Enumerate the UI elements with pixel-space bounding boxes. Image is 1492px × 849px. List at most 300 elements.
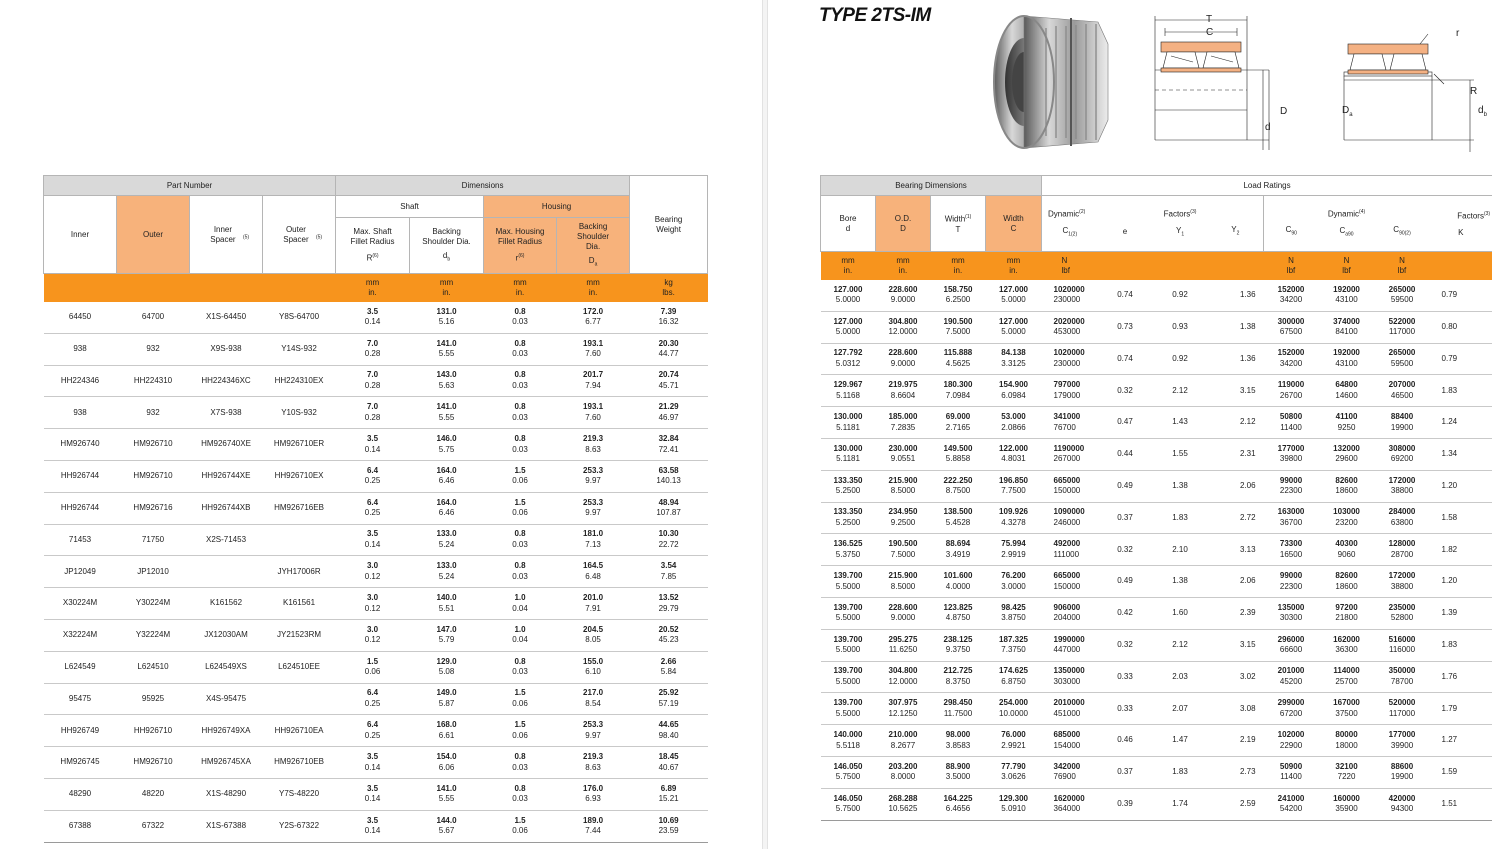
ca90-header: Dynamic$^{(4)}$ $C_{a90}$	[1319, 196, 1375, 252]
outer-header: Outer	[117, 196, 190, 274]
table-cell: 129.0 5.08	[410, 651, 484, 683]
table-cell: 1.59	[1430, 756, 1492, 788]
table-cell: 172000 38800	[1375, 566, 1430, 598]
table-cell: 210.000 8.2677	[876, 725, 931, 757]
table-cell: 1.36	[1208, 343, 1264, 375]
table-cell: 253.3 9.97	[557, 715, 630, 747]
table-cell: 172000 38800	[1375, 470, 1430, 502]
table-row	[44, 333, 708, 365]
table-cell: HM926745XA	[190, 747, 263, 779]
table-cell: 1.5 0.06	[484, 810, 557, 842]
table-cell: 420000 94300	[1375, 788, 1430, 820]
table-cell: 1.34	[1430, 438, 1492, 470]
table-cell: 127.792 5.0312	[821, 343, 876, 375]
table-cell: 296000 66600	[1264, 629, 1319, 661]
table-cell: 144.0 5.67	[410, 810, 484, 842]
table-cell: 2.12	[1153, 629, 1208, 661]
table-cell: 1.0 0.04	[484, 588, 557, 620]
table-cell: 143.0 5.63	[410, 365, 484, 397]
table-cell: 342000 76900	[1042, 756, 1098, 788]
diagram-label-c: C	[1206, 27, 1214, 38]
table-cell: 164.0 6.46	[410, 492, 484, 524]
table-cell: 0.92	[1153, 343, 1208, 375]
table-cell: 1020000 230000	[1042, 280, 1098, 312]
table-cell: 1.5 0.06	[484, 715, 557, 747]
table-cell: 88.694 3.4919	[931, 534, 986, 566]
part-dimensions-table	[43, 175, 708, 843]
table-cell: 3.15	[1208, 629, 1264, 661]
table-cell: 0.8 0.03	[484, 365, 557, 397]
table-cell: 133.0 5.24	[410, 556, 484, 588]
table-cell: 71750	[117, 524, 190, 556]
table-cell: X1S-64450	[190, 302, 263, 334]
table-cell: 88.900 3.5000	[931, 756, 986, 788]
table-cell: 130.000 5.1181	[821, 407, 876, 439]
outer-spacer-header: Outer Spacer $^{(5)}$	[263, 196, 336, 274]
table-cell: 215.900 8.5000	[876, 470, 931, 502]
table-cell: 3.5 0.14	[336, 302, 410, 334]
table-cell: 1.36	[1208, 280, 1264, 312]
table-cell: HH926749	[44, 715, 117, 747]
table-cell: 2.73	[1208, 756, 1264, 788]
table-cell: 1.83	[1153, 502, 1208, 534]
table-cell: 99000 22300	[1264, 566, 1319, 598]
table-cell: 119000 26700	[1264, 375, 1319, 407]
table-cell: 1.38	[1153, 566, 1208, 598]
table-cell: 128000 28700	[1375, 534, 1430, 566]
table-row	[821, 661, 1492, 693]
table-cell: 98.000 3.8583	[931, 725, 986, 757]
table-cell: 193.1 7.60	[557, 397, 630, 429]
table-cell: 101.600 4.0000	[931, 566, 986, 598]
table-cell: 906000 204000	[1042, 597, 1098, 629]
table-cell: Y2S-67322	[263, 810, 336, 842]
table-cell: HH926710EX	[263, 460, 336, 492]
table-cell: 172.0 6.77	[557, 302, 630, 334]
table-cell: 0.39	[1098, 788, 1153, 820]
table-cell: 234.950 9.2500	[876, 502, 931, 534]
table-cell: 253.3 9.97	[557, 492, 630, 524]
table-cell: 3.5 0.14	[336, 810, 410, 842]
y2-header: $Y_2$	[1208, 196, 1264, 252]
table-cell: 265000 59500	[1375, 280, 1430, 312]
table-cell: 0.8 0.03	[484, 651, 557, 683]
right-units-row: mm in. mm in. mm in. mm in. N lbf N lbf N lbf N lbf	[821, 252, 1492, 280]
table-cell: 154.0 6.06	[410, 747, 484, 779]
table-cell: 1.58	[1430, 502, 1492, 534]
table-cell: 140.0 5.51	[410, 588, 484, 620]
table-cell: 307.975 12.1250	[876, 693, 931, 725]
table-cell: 114000 25700	[1319, 661, 1375, 693]
bearing-weight-header: Bearing Weight	[630, 176, 708, 274]
table-cell: HM926710ER	[263, 429, 336, 461]
table-row	[44, 556, 708, 588]
table-row	[821, 756, 1492, 788]
table-cell: 141.0 5.55	[410, 397, 484, 429]
table-cell: 374000 84100	[1319, 311, 1375, 343]
table-cell: 131.0 5.16	[410, 302, 484, 334]
od-header: O.D. D	[876, 196, 931, 252]
table-cell: 25.92 57.19	[630, 683, 708, 715]
table-cell: 797000 179000	[1042, 375, 1098, 407]
table-cell: 138.500 5.4528	[931, 502, 986, 534]
table-cell: L624549XS	[190, 651, 263, 683]
table-cell: 938	[44, 333, 117, 365]
table-cell: X9S-938	[190, 333, 263, 365]
table-row	[821, 470, 1492, 502]
table-cell: Y32224M	[117, 619, 190, 651]
table-cell: Y10S-932	[263, 397, 336, 429]
table-cell: 520000 117000	[1375, 693, 1430, 725]
table-row	[821, 343, 1492, 375]
page-title: TYPE 2TS-IM	[819, 5, 931, 26]
table-row	[44, 492, 708, 524]
table-row	[821, 534, 1492, 566]
table-cell: 268.288 10.5625	[876, 788, 931, 820]
table-cell: 133.0 5.24	[410, 524, 484, 556]
table-cell: 3.5 0.14	[336, 524, 410, 556]
table-cell: 3.5 0.14	[336, 429, 410, 461]
table-cell: 192000 43100	[1319, 343, 1375, 375]
right-page	[768, 0, 1492, 849]
table-cell: 201000 45200	[1264, 661, 1319, 693]
table-cell: 48290	[44, 778, 117, 810]
table-cell: 201.0 7.91	[557, 588, 630, 620]
table-cell	[263, 524, 336, 556]
table-cell: 135000 30300	[1264, 597, 1319, 629]
max-shaft-fillet-header: Max. Shaft Fillet Radius $R^{(6)}$	[336, 218, 410, 274]
table-cell: JYH17006R	[263, 556, 336, 588]
table-cell: 207000 46500	[1375, 375, 1430, 407]
table-cell: 304.800 12.0000	[876, 311, 931, 343]
table-cell: 2.19	[1208, 725, 1264, 757]
table-cell: 217.0 8.54	[557, 683, 630, 715]
table-row	[44, 460, 708, 492]
table-cell: 73300 16500	[1264, 534, 1319, 566]
table-cell: 190.500 7.5000	[931, 311, 986, 343]
bearing-cross-section-diagram-icon	[1151, 10, 1297, 160]
table-cell: 685000 154000	[1042, 725, 1098, 757]
table-row	[44, 778, 708, 810]
table-cell: 0.8 0.03	[484, 556, 557, 588]
table-cell: 2.12	[1208, 407, 1264, 439]
table-cell: 18.45 40.67	[630, 747, 708, 779]
table-cell: 64800 14600	[1319, 375, 1375, 407]
c0-header: $C_{90(2)}$	[1375, 196, 1430, 252]
table-cell: HH224310	[117, 365, 190, 397]
part-number-header: Part Number	[44, 176, 336, 196]
table-cell: 10.30 22.72	[630, 524, 708, 556]
table-cell: 6.89 15.21	[630, 778, 708, 810]
table-cell: 2.66 5.84	[630, 651, 708, 683]
table-cell: 193.1 7.60	[557, 333, 630, 365]
table-cell: HH926744	[44, 460, 117, 492]
table-cell: HH926710	[117, 715, 190, 747]
table-cell: 7.0 0.28	[336, 397, 410, 429]
width-t-header: Width$^{(1)}$ T	[931, 196, 986, 252]
c90-header: $C_{90}$	[1264, 196, 1319, 252]
table-cell: 2.06	[1208, 566, 1264, 598]
table-cell: 0.37	[1098, 502, 1153, 534]
table-cell: 0.32	[1098, 629, 1153, 661]
table-cell: 2.59	[1208, 788, 1264, 820]
table-row	[44, 651, 708, 683]
table-cell: 20.52 45.23	[630, 619, 708, 651]
table-cell: 177000 39800	[1264, 438, 1319, 470]
left-table-body	[44, 302, 708, 843]
table-cell: 2.07	[1153, 693, 1208, 725]
table-cell: 103000 23200	[1319, 502, 1375, 534]
table-cell: 82600 18600	[1319, 566, 1375, 598]
table-cell: 0.8 0.03	[484, 333, 557, 365]
table-cell: 6.4 0.25	[336, 492, 410, 524]
table-cell: HH224346XC	[190, 365, 263, 397]
table-cell: 132000 29600	[1319, 438, 1375, 470]
table-cell: HH224346	[44, 365, 117, 397]
table-cell: HM926740XE	[190, 429, 263, 461]
table-cell: 1.0 0.04	[484, 619, 557, 651]
table-cell: HH926744	[44, 492, 117, 524]
table-cell: 0.74	[1098, 280, 1153, 312]
table-cell: HH926710EA	[263, 715, 336, 747]
table-cell: 141.0 5.55	[410, 778, 484, 810]
table-row	[821, 502, 1492, 534]
table-cell: 1.5 0.06	[484, 460, 557, 492]
table-cell: L624510EE	[263, 651, 336, 683]
table-row	[821, 725, 1492, 757]
table-cell: L624510	[117, 651, 190, 683]
table-cell: 522000 117000	[1375, 311, 1430, 343]
table-cell: 192000 43100	[1319, 280, 1375, 312]
table-cell	[190, 556, 263, 588]
table-cell: 164.0 6.46	[410, 460, 484, 492]
bearing-illustration-icon	[986, 4, 1114, 156]
housing-header: Housing	[484, 196, 630, 218]
table-row	[44, 810, 708, 842]
table-cell: 115.888 4.5625	[931, 343, 986, 375]
table-cell: 219.3 8.63	[557, 429, 630, 461]
table-cell: 149.0 5.87	[410, 683, 484, 715]
table-cell: 0.49	[1098, 470, 1153, 502]
table-cell: 146.0 5.75	[410, 429, 484, 461]
table-cell: 50800 11400	[1264, 407, 1319, 439]
table-cell: 13.52 29.79	[630, 588, 708, 620]
table-cell: 6.4 0.25	[336, 683, 410, 715]
table-cell: 140.000 5.5118	[821, 725, 876, 757]
table-cell: 665000 150000	[1042, 566, 1098, 598]
table-cell: 0.37	[1098, 756, 1153, 788]
table-cell: 0.93	[1153, 311, 1208, 343]
table-cell: Y30224M	[117, 588, 190, 620]
table-cell: 228.600 9.0000	[876, 343, 931, 375]
table-cell: 177000 39900	[1375, 725, 1430, 757]
table-cell: 2.39	[1208, 597, 1264, 629]
table-cell: 492000 111000	[1042, 534, 1098, 566]
table-cell: 2.31	[1208, 438, 1264, 470]
table-row	[44, 365, 708, 397]
table-cell: 152000 34200	[1264, 343, 1319, 375]
table-cell: 228.600 9.0000	[876, 597, 931, 629]
table-row	[821, 629, 1492, 661]
table-cell: 176.0 6.93	[557, 778, 630, 810]
table-cell: 341000 76700	[1042, 407, 1098, 439]
table-cell: JX12030AM	[190, 619, 263, 651]
table-cell	[263, 683, 336, 715]
table-cell: 154.900 6.0984	[986, 375, 1042, 407]
table-cell: 146.050 5.7500	[821, 788, 876, 820]
table-cell: 0.8 0.03	[484, 778, 557, 810]
table-cell: 88600 19900	[1375, 756, 1430, 788]
table-cell: 10.69 23.59	[630, 810, 708, 842]
table-cell: 139.700 5.5000	[821, 661, 876, 693]
table-cell: 139.700 5.5000	[821, 629, 876, 661]
table-cell: 2.03	[1153, 661, 1208, 693]
table-cell: 3.54 7.85	[630, 556, 708, 588]
table-cell: 88400 19900	[1375, 407, 1430, 439]
table-cell: 129.300 5.0910	[986, 788, 1042, 820]
table-cell: 0.46	[1098, 725, 1153, 757]
table-cell: 102000 22900	[1264, 725, 1319, 757]
table-cell: 189.0 7.44	[557, 810, 630, 842]
table-cell: 139.700 5.5000	[821, 597, 876, 629]
table-row	[821, 311, 1492, 343]
table-cell: 201.7 7.94	[557, 365, 630, 397]
table-cell: 2.72	[1208, 502, 1264, 534]
table-cell: 7.0 0.28	[336, 333, 410, 365]
table-cell: 174.625 6.8750	[986, 661, 1042, 693]
table-cell: 181.0 7.13	[557, 524, 630, 556]
table-cell: 146.050 5.7500	[821, 756, 876, 788]
e-header: e	[1098, 196, 1153, 252]
table-row	[44, 429, 708, 461]
table-cell: 1.39	[1430, 597, 1492, 629]
table-row	[44, 524, 708, 556]
table-cell: 21.29 46.97	[630, 397, 708, 429]
table-cell: 130.000 5.1181	[821, 438, 876, 470]
table-cell: 127.000 5.0000	[821, 311, 876, 343]
table-cell: 141.0 5.55	[410, 333, 484, 365]
table-cell: 129.967 5.1168	[821, 375, 876, 407]
inner-spacer-header: Inner Spacer $^{(5)}$	[190, 196, 263, 274]
table-cell: 50900 11400	[1264, 756, 1319, 788]
table-cell: 1.27	[1430, 725, 1492, 757]
units-row: mm in. mm in. mm in. mm in. kg lbs.	[44, 274, 708, 302]
table-cell: 3.5 0.14	[336, 778, 410, 810]
table-cell: 32.84 72.41	[630, 429, 708, 461]
table-cell: 219.3 8.63	[557, 747, 630, 779]
table-cell: 147.0 5.79	[410, 619, 484, 651]
table-cell: 253.3 9.97	[557, 460, 630, 492]
table-cell: HM926710	[117, 429, 190, 461]
table-cell: 139.700 5.5000	[821, 693, 876, 725]
max-housing-fillet-header: Max. Housing Fillet Radius $r^{(6)}$	[484, 218, 557, 274]
table-cell: X1S-48290	[190, 778, 263, 810]
table-cell: 1.83	[1153, 756, 1208, 788]
table-cell: 228.600 9.0000	[876, 280, 931, 312]
table-cell: 64700	[117, 302, 190, 334]
table-cell: 69.000 2.7165	[931, 407, 986, 439]
table-cell: 53.000 2.0866	[986, 407, 1042, 439]
table-cell: 1.38	[1153, 470, 1208, 502]
backing-shoulder-header: Backing Shoulder Dia. $d_b$	[410, 218, 484, 274]
table-cell: 1.24	[1430, 407, 1492, 439]
table-cell: Y14S-932	[263, 333, 336, 365]
table-cell: K161561	[263, 588, 336, 620]
table-cell: 0.8 0.03	[484, 747, 557, 779]
table-row	[821, 788, 1492, 820]
table-cell: 3.02	[1208, 661, 1264, 693]
table-cell: HM926710	[117, 747, 190, 779]
table-cell: 3.0 0.12	[336, 619, 410, 651]
table-cell: 48.94 107.87	[630, 492, 708, 524]
table-cell: HH926744XB	[190, 492, 263, 524]
table-cell: HM926740	[44, 429, 117, 461]
c1-header: Dynamic$^{(2)}$ $C_{1(2)}$	[1042, 196, 1098, 252]
shaft-header: Shaft	[336, 196, 484, 218]
table-cell: 2.10	[1153, 534, 1208, 566]
table-cell: 3.08	[1208, 693, 1264, 725]
table-cell: 235000 52800	[1375, 597, 1430, 629]
table-cell: HM926710EB	[263, 747, 336, 779]
table-cell: 299000 67200	[1264, 693, 1319, 725]
table-cell: 7.0 0.28	[336, 365, 410, 397]
table-cell: 1090000 246000	[1042, 502, 1098, 534]
table-cell: HH926749XA	[190, 715, 263, 747]
table-cell: 167000 37500	[1319, 693, 1375, 725]
table-cell: 1190000 267000	[1042, 438, 1098, 470]
table-cell: 152000 34200	[1264, 280, 1319, 312]
table-cell: 241000 54200	[1264, 788, 1319, 820]
table-cell: 222.250 8.7500	[931, 470, 986, 502]
table-cell: 123.825 4.8750	[931, 597, 986, 629]
table-cell: HM926716EB	[263, 492, 336, 524]
table-cell: 80000 18000	[1319, 725, 1375, 757]
table-cell: 109.926 4.3278	[986, 502, 1042, 534]
table-row	[44, 619, 708, 651]
table-cell: 1.83	[1430, 375, 1492, 407]
table-cell: 1.20	[1430, 566, 1492, 598]
table-cell: 0.42	[1098, 597, 1153, 629]
table-cell: 64450	[44, 302, 117, 334]
width-c-header: Width C	[986, 196, 1042, 252]
table-row	[44, 683, 708, 715]
table-cell: 0.32	[1098, 375, 1153, 407]
table-cell: 1.47	[1153, 725, 1208, 757]
table-cell: 3.5 0.14	[336, 747, 410, 779]
table-cell: 3.0 0.12	[336, 556, 410, 588]
table-cell: 98.425 3.8750	[986, 597, 1042, 629]
table-cell: 185.000 7.2835	[876, 407, 931, 439]
table-cell: 190.500 7.5000	[876, 534, 931, 566]
table-cell: 516000 116000	[1375, 629, 1430, 661]
table-cell: 1020000 230000	[1042, 343, 1098, 375]
table-cell: 1350000 303000	[1042, 661, 1098, 693]
table-cell: 0.44	[1098, 438, 1153, 470]
table-row	[44, 747, 708, 779]
table-cell: JP12049	[44, 556, 117, 588]
table-cell: 75.994 2.9919	[986, 534, 1042, 566]
table-cell: 265000 59500	[1375, 343, 1430, 375]
table-cell: 133.350 5.2500	[821, 470, 876, 502]
table-cell: 40300 9060	[1319, 534, 1375, 566]
table-cell: 187.325 7.3750	[986, 629, 1042, 661]
table-cell: 0.8 0.03	[484, 302, 557, 334]
table-cell: 139.700 5.5000	[821, 566, 876, 598]
diagram-label-bore-d: d	[1265, 122, 1271, 133]
table-cell: 0.79	[1430, 343, 1492, 375]
table-cell: 1.5 0.06	[484, 683, 557, 715]
table-cell: X1S-67388	[190, 810, 263, 842]
